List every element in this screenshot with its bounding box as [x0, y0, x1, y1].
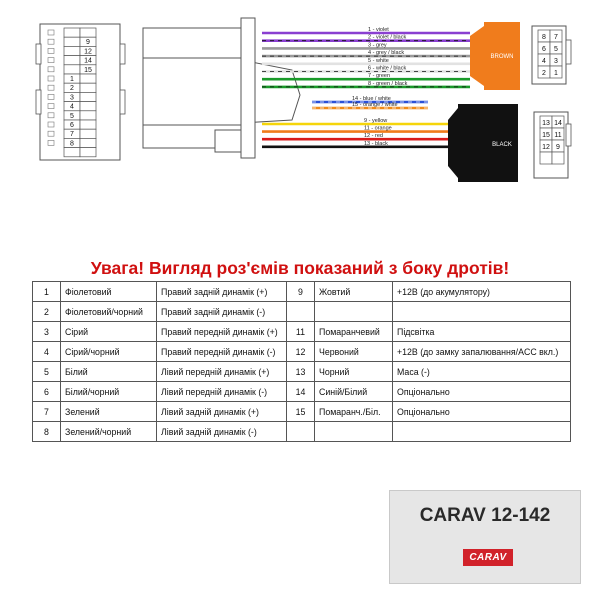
- brand-logo-text: CARAV: [469, 552, 507, 563]
- wire-label: 5 - white: [368, 57, 389, 64]
- pin-number-cell: 6: [33, 382, 61, 402]
- brand-logo: [463, 549, 513, 566]
- pin-label: 5: [70, 112, 74, 120]
- wire-color-cell: Зелений: [61, 402, 157, 422]
- pin-label: 11: [554, 132, 562, 139]
- function-cell: Лівий передній динамік (-): [157, 382, 287, 402]
- table-row: [33, 422, 571, 442]
- wire-color-cell: Чорний: [315, 362, 393, 382]
- pinout-table: [32, 281, 571, 442]
- pin-label: 3: [70, 94, 74, 102]
- pin-label: 5: [554, 46, 558, 53]
- wire-label: 9 - yellow: [364, 118, 388, 124]
- function-cell: Лівий задній динамік (-): [157, 422, 287, 442]
- function-cell: Маса (-): [393, 362, 571, 382]
- table-row: [33, 342, 571, 362]
- pin-number-cell: 3: [33, 322, 61, 342]
- wire-color-cell: Сірий: [61, 322, 157, 342]
- brown-connector: [470, 22, 571, 90]
- function-cell: Правий задній динамік (-): [157, 302, 287, 322]
- pin-label: 14: [84, 57, 92, 65]
- wire-color-cell: [315, 422, 393, 442]
- pin-number-cell: 5: [33, 362, 61, 382]
- wire-color-cell: Червоний: [315, 342, 393, 362]
- wire-color-cell: Фіолетовий/чорний: [61, 302, 157, 322]
- wire-color-cell: [315, 302, 393, 322]
- black-pin-grid: [540, 116, 564, 164]
- pin-number-cell: 4: [33, 342, 61, 362]
- pin-label: 12: [542, 144, 550, 151]
- wire-label: 12 - red: [364, 133, 383, 140]
- table-row: [33, 402, 571, 422]
- brown-pin-grid: [538, 30, 562, 78]
- function-cell: Лівий задній динамік (+): [157, 402, 287, 422]
- pin-number-cell: 9: [287, 282, 315, 302]
- pin-label: 1: [554, 70, 558, 77]
- function-cell: Правий передній динамік (+): [157, 322, 287, 342]
- pin-label: 8: [542, 34, 546, 41]
- wire-label: 8 - green / black: [368, 80, 408, 87]
- pin-number-cell: 14: [287, 382, 315, 402]
- pin-label: 8: [70, 140, 74, 148]
- function-cell: Підсвітка: [393, 322, 571, 342]
- pin-label: 15: [84, 66, 92, 74]
- wire-label: 6 - white / black: [368, 65, 407, 72]
- wire-color-cell: Помаранчевий: [315, 322, 393, 342]
- pin-label: 9: [556, 144, 560, 151]
- brand-panel: [389, 490, 581, 584]
- pin-number-cell: 13: [287, 362, 315, 382]
- brown-connector-label: BROWN: [490, 54, 514, 60]
- pin-label: 7: [70, 131, 74, 139]
- wire-label: 2 - violet / black: [368, 34, 407, 41]
- wire-color-cell: Зелений/чорний: [61, 422, 157, 442]
- wire-color-cell: Помаранч./Біл.: [315, 402, 393, 422]
- wire-label: 14 - blue / white: [352, 96, 391, 102]
- function-cell: Опціонально: [393, 402, 571, 422]
- pin-label: 4: [542, 58, 546, 65]
- pin-number-cell: 7: [33, 402, 61, 422]
- pin-label: 6: [70, 122, 74, 129]
- warning-heading: Увага! Вигляд роз'ємів показаний з боку дротів!: [90, 258, 510, 278]
- pin-label: 2: [542, 70, 546, 77]
- function-cell: [393, 302, 571, 322]
- product-code: CARAV 12-142: [419, 505, 551, 526]
- function-cell: Лівий передній динамік (+): [157, 362, 287, 382]
- pin-label: 4: [70, 103, 74, 111]
- pin-label: 15: [542, 132, 550, 139]
- wiring-diagram: [0, 0, 600, 200]
- wire-color-cell: Білий: [61, 362, 157, 382]
- pin-label: 14: [554, 120, 562, 127]
- wire-color-cell: Синій/Білий: [315, 382, 393, 402]
- head-unit-connector: [36, 24, 125, 160]
- black-connector-label: BLACK: [492, 142, 512, 148]
- function-cell: +12В (до акумулятору): [393, 282, 571, 302]
- pin-number-cell: 15: [287, 402, 315, 422]
- table-row: [33, 282, 571, 302]
- pin-label: 1: [70, 76, 74, 83]
- table-row: [33, 382, 571, 402]
- wire-label: 15 - orange / white: [352, 102, 398, 108]
- table-row: [33, 302, 571, 322]
- pin-number-cell: [287, 302, 315, 322]
- pin-label: 9: [86, 39, 90, 47]
- black-connector: [448, 104, 571, 182]
- wire-label: 11 - orange: [364, 125, 392, 132]
- pin-number-cell: 11: [287, 322, 315, 342]
- wire-color-cell: Сірий/чорний: [61, 342, 157, 362]
- function-cell: Правий передній динамік (-): [157, 342, 287, 362]
- pin-label: 6: [542, 46, 546, 53]
- pin-label: 3: [554, 58, 558, 65]
- pin-number-cell: 1: [33, 282, 61, 302]
- pin-label: 2: [70, 85, 74, 93]
- pin-label: 12: [84, 48, 92, 56]
- wire-color-cell: Фіолетовий: [61, 282, 157, 302]
- wire-label: 3 - grey: [368, 42, 387, 49]
- pin-number-cell: [287, 422, 315, 442]
- pin-number-cell: 8: [33, 422, 61, 442]
- table-row: [33, 362, 571, 382]
- pin-number-cell: 12: [287, 342, 315, 362]
- wire-color-cell: Білий/чорний: [61, 382, 157, 402]
- function-cell: +12В (до замку запалювання/ACC вкл.): [393, 342, 571, 362]
- table-row: [33, 322, 571, 342]
- pin-number-cell: 2: [33, 302, 61, 322]
- function-cell: Опціонально: [393, 382, 571, 402]
- function-cell: Правий задній динамік (+): [157, 282, 287, 302]
- pin-label: 13: [542, 120, 550, 127]
- wire-label: 4 - grey / black: [368, 50, 405, 57]
- wire-label: 13 - black: [364, 140, 388, 147]
- function-cell: [393, 422, 571, 442]
- wire-color-cell: Жовтий: [315, 282, 393, 302]
- pin-label: 7: [554, 34, 558, 41]
- wire-label: 7 - green: [368, 73, 391, 80]
- wire-label: 1 - violet: [368, 27, 389, 33]
